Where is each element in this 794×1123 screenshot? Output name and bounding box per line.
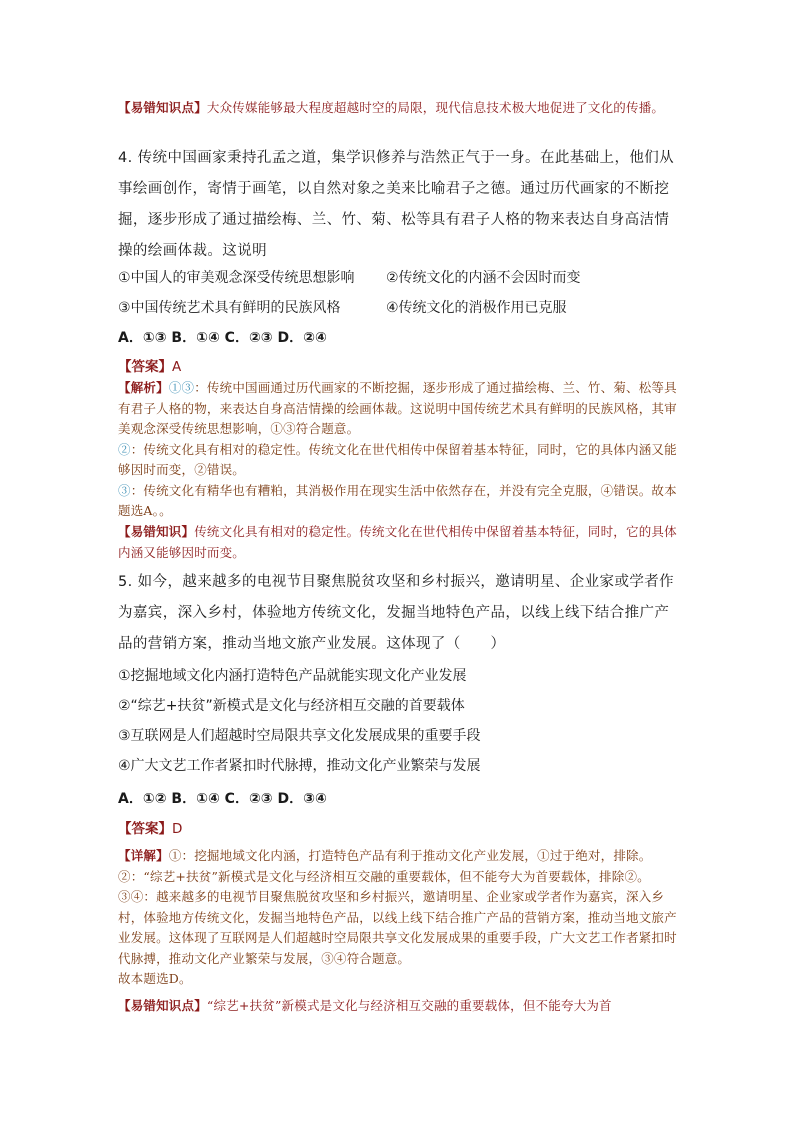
analysis-circled-3: ③: [118, 482, 131, 498]
question-4-options: [118, 263, 678, 323]
answer-value: A: [172, 359, 182, 375]
q5-detail: [118, 846, 678, 990]
q4-choices: A．①③ B．①④ C．②③ D．②④: [118, 330, 327, 346]
answer-value: D: [172, 821, 183, 837]
error-prone-note-1: [118, 97, 678, 118]
q5-option-2: ②“综艺+扶贫”新模式是文化与经济相互交融的首要载体: [118, 698, 465, 714]
error-prone-note-3: [118, 995, 678, 1016]
q4-analysis: [118, 378, 678, 522]
answer-tag: 【答案】: [118, 359, 172, 375]
question-5-stem: 5. 如今，越来越多的电视节目聚焦脱贫攻坚和乡村振兴，邀请明星、企业家或学者作为嘉宾，深入乡村，体验地方传统文化，发掘当地特色产品，以线上线下结合推广产品的营销方案，推动当地文旅产业发展。这体现了（ ）: [118, 574, 675, 652]
q4-option-3: ③中国传统艺术具有鲜明的民族风格: [118, 300, 341, 316]
analysis-text-3: ：传统文化有精华也有糟粕，其消极作用在现实生活中依然存在，并没有完全克服，④错误。故本题选A。。: [118, 482, 677, 518]
q5-option-4: ④广大文艺工作者紧扣时代脉搏，推动文化产业繁荣与发展: [118, 758, 481, 774]
detail-conclusion: 故本题选D。: [118, 971, 192, 986]
analysis-tag: 【解析】: [118, 380, 169, 395]
q5-option-1: ①挖掘地域文化内涵打造特色产品就能实现文化产业发展: [118, 668, 467, 684]
q5-answer: [118, 818, 678, 840]
analysis-text-1: ：传统中国画通过历代画家的不断挖掘，逐步形成了通过描绘梅、兰、竹、菊、松等具有君子人格的物，来表达自身高洁情操的绘画体裁。这说明中国传统艺术具有鲜明的民族风格，其审美观念深受传统思想影响，①③符合题意。: [118, 380, 677, 436]
answer-tag: 【答案】: [118, 821, 172, 837]
q4-answer: [118, 356, 678, 378]
detail-tag: 【详解】: [118, 848, 169, 863]
analysis-circled-2: ②: [118, 441, 131, 457]
analysis-circled-1: ①③: [168, 380, 195, 395]
note-tag: 【易错知识】: [118, 524, 195, 539]
analysis-text-2: ：传统文化具有相对的稳定性。传统文化在世代相传中保留着基本特征，同时，它的具体内涵又能够因时而变，②错误。: [118, 441, 677, 477]
note-tag: 【易错知识点】: [118, 998, 207, 1013]
note-text: 大众传媒能够最大程度超越时空的局限，现代信息技术极大地促进了文化的传播。: [206, 100, 665, 115]
error-prone-note-2: [118, 521, 678, 563]
q4-option-2: ②传统文化的内涵不会因时而变: [386, 270, 581, 286]
question-5-options: [118, 661, 678, 781]
note-text: 传统文化具有相对的稳定性。传统文化在世代相传中保留着基本特征，同时，它的具体内涵又能够因时而变。: [118, 524, 677, 560]
q4-option-4: ④传统文化的消极作用已克服: [386, 300, 567, 316]
q5-choices: A．①② B．①④ C．②③ D．③④: [118, 791, 327, 807]
detail-text: ①：挖掘地域文化内涵，打造特色产品有利于推动文化产业发展，①过于绝对，排除。②：“综艺+扶贫”新模式是文化与经济相互交融的重要载体，但不能夸大为首要载体，排除②。③④：越来越多的电视节目聚焦脱贫攻坚和乡村振兴，邀请明星、企业家或学者作为嘉宾，深入乡村，体验地方传统文化，发掘当地特色产品，以线上线下结合推广产品的营销方案，推动当地文旅产业发展。这体现了互联网是人们超越时空局限共享文化发展成果的重要手段，广大文艺工作者紧扣时代脉搏，推动文化产业繁荣与发展，③④符合题意。: [118, 848, 677, 966]
note-text: “综艺+扶贫”新模式是文化与经济相互交融的重要载体，但不能夸大为首: [206, 998, 612, 1013]
question-4-stem: 4. 传统中国画家秉持孔孟之道，集学识修养与浩然正气于一身。在此基础上，他们从事绘画创作，寄情于画笔，以自然对象之美来比喻君子之德。通过历代画家的不断挖掘，逐步形成了通过描绘梅、兰、竹、菊、松等具有君子人格的物来表达自身高洁情操的绘画体裁。这说明: [118, 150, 675, 259]
q5-option-3: ③互联网是人们超越时空局限共享文化发展成果的重要手段: [118, 728, 481, 744]
note-tag: 【易错知识点】: [118, 100, 207, 115]
q4-option-1: ①中国人的审美观念深受传统思想影响: [118, 270, 355, 286]
